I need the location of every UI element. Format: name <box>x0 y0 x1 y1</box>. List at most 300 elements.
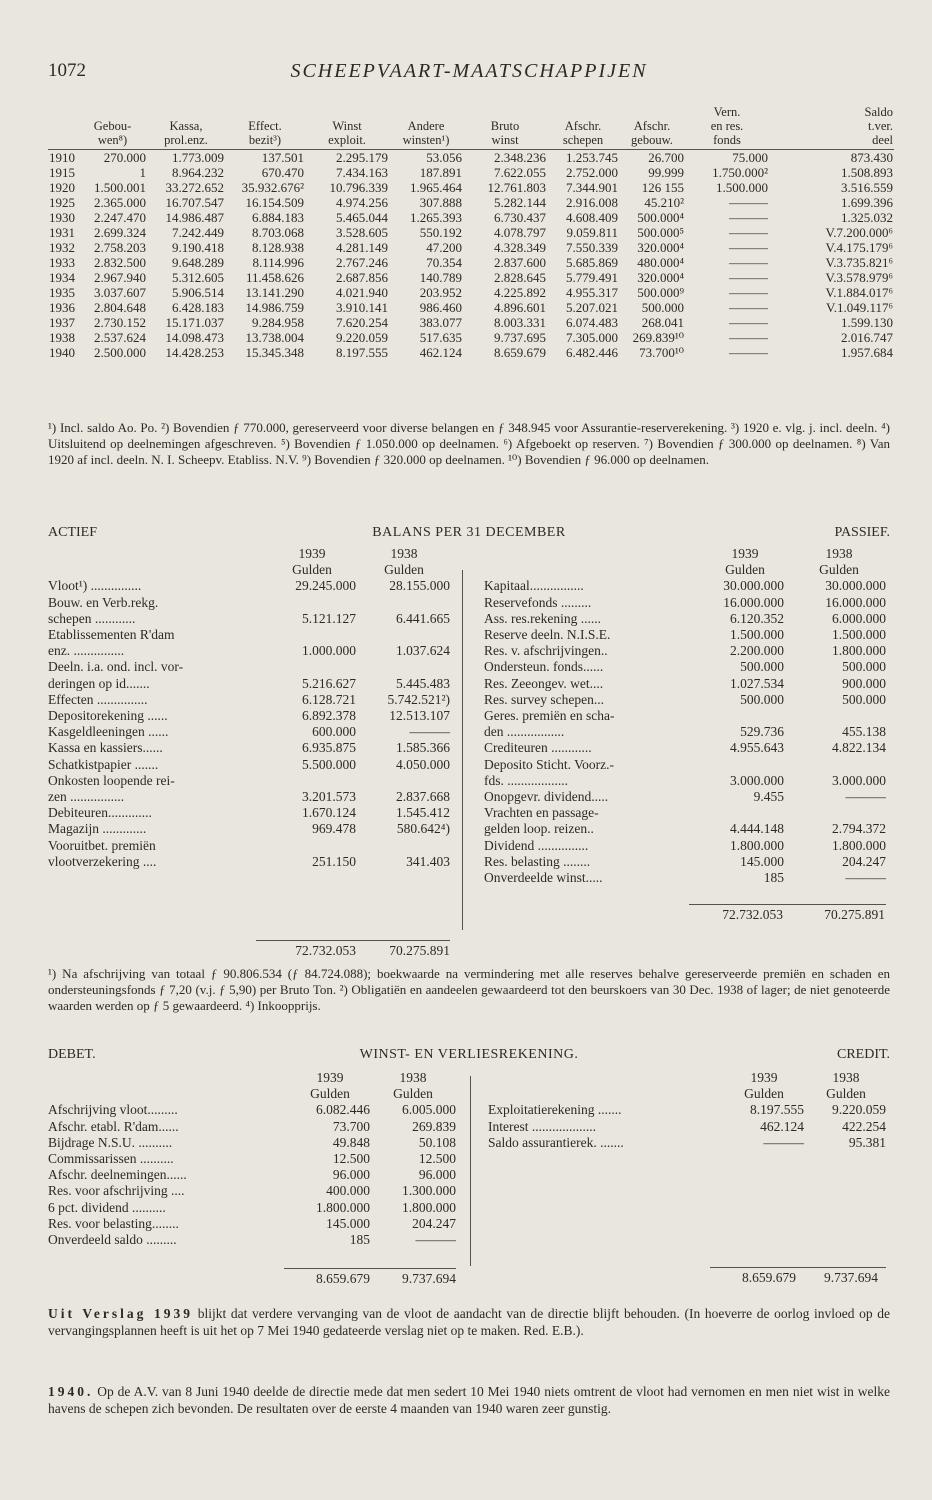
value-cell: ——— <box>729 315 768 330</box>
credit-year-a: 1939 <box>750 1070 778 1085</box>
value-cell: 4.955.317 <box>566 285 618 300</box>
page-header <box>48 60 890 88</box>
actief-total-a: 72.732.053 <box>295 943 356 959</box>
ledger-row <box>48 1200 456 1216</box>
debet-total-b: 9.737.694 <box>402 1271 456 1287</box>
value-cell: 383.077 <box>419 315 462 330</box>
credit-year-head <box>488 1070 886 1086</box>
column-header-line: Afschr. <box>564 119 602 133</box>
ledger-value-b: 12.513.107 <box>389 708 450 724</box>
actief-unit-b: Gulden <box>384 562 424 578</box>
value-cell: 7.344.901 <box>566 180 618 195</box>
ledger-value-b: 2.837.668 <box>396 789 450 805</box>
ledger-label: Etablissementen R'dam <box>48 627 175 643</box>
debet-rows <box>48 1102 456 1248</box>
ledger-label: Afschr. etabl. R'dam...... <box>48 1118 179 1134</box>
page-title: SCHEEPVAART-MAATSCHAPPIJEN <box>290 60 648 82</box>
ledger-value-b: 1.545.412 <box>396 805 450 821</box>
ledger-value-a: 6.082.446 <box>316 1102 370 1118</box>
ledger-value-b: ——— <box>415 1232 456 1248</box>
value-cell: V.1.049.117⁶ <box>825 300 893 315</box>
debet-unit-b: Gulden <box>393 1086 433 1102</box>
value-cell: 2.730.152 <box>94 315 146 330</box>
ledger-value-a: 5.500.000 <box>302 756 356 772</box>
credit-total-b: 9.737.694 <box>824 1270 878 1286</box>
report-1940-text: Op de A.V. van 8 Juni 1940 deelde de directie mede dat men sedert 10 Mei 1940 niets omtrent de vloot had vernomen en men niet wist in welke havens de schepen zich bevonden. De resultaten over de eerste 4 maanden van 1940 waren zeer gunstig. <box>48 1384 890 1416</box>
ledger-label: Interest ................... <box>488 1118 596 1134</box>
ledger-value-a: 969.478 <box>312 821 356 837</box>
value-cell: 2.348.236 <box>494 150 546 165</box>
value-cell: 8.197.555 <box>336 345 388 360</box>
column-header-line: t.ver. <box>868 119 893 133</box>
column-header-line: en res. <box>710 119 744 133</box>
value-cell: 9.190.418 <box>172 240 224 255</box>
value-cell: ——— <box>729 255 768 270</box>
value-cell: 2.758.203 <box>94 240 146 255</box>
ledger-row <box>484 805 886 821</box>
ledger-row <box>48 643 450 659</box>
value-cell: 517.635 <box>419 330 462 345</box>
ledger-row <box>48 854 450 870</box>
ledger-row <box>484 821 886 837</box>
ledger-label: den ................. <box>484 724 565 740</box>
actief-rows <box>48 578 450 870</box>
value-cell: 47.200 <box>426 240 462 255</box>
credit-year-b: 1938 <box>832 1070 860 1085</box>
value-cell: 2.365.000 <box>94 195 146 210</box>
year-cell: 1936 <box>49 300 75 315</box>
ledger-value-a: 500.000 <box>740 659 784 675</box>
value-cell: 26.700 <box>648 150 684 165</box>
year-cell: 1932 <box>49 240 75 255</box>
ledger-value-b: ——— <box>409 724 450 740</box>
pl-divider <box>470 1076 471 1266</box>
ledger-row <box>484 773 886 789</box>
ledger-label: Schatkistpapier ....... <box>48 756 159 772</box>
value-cell: 140.789 <box>419 270 462 285</box>
passief-unit-head <box>484 562 886 578</box>
value-cell: 8.659.679 <box>494 345 546 360</box>
column-header-line: bezit³) <box>248 133 282 147</box>
column-header-line: Bruto <box>490 119 520 133</box>
column-header <box>147 105 225 150</box>
value-cell: 45.210² <box>644 195 684 210</box>
value-cell: V.4.175.179⁶ <box>825 240 893 255</box>
value-cell: 10.796.339 <box>329 180 388 195</box>
ledger-label: Crediteuren ............ <box>484 740 592 756</box>
ledger-value-a: 3.000.000 <box>730 772 784 788</box>
ledger-label: Reserve deeln. N.I.S.E. <box>484 627 611 643</box>
column-header-line: deel <box>872 133 893 147</box>
ledger-value-b: 3.000.000 <box>832 772 886 788</box>
report-1939-paragraph <box>48 1305 890 1339</box>
table-row <box>48 210 894 225</box>
ledger-row <box>484 659 886 675</box>
ledger-label: Dividend ............... <box>484 837 589 853</box>
value-cell: 33.272.652 <box>165 180 224 195</box>
balance-title: BALANS PER 31 DECEMBER <box>372 525 566 540</box>
ledger-value-a: 29.245.000 <box>295 578 356 594</box>
ledger-label: Vooruitbet. premiën <box>48 837 156 853</box>
value-cell: 9.648.289 <box>172 255 224 270</box>
ledger-row <box>48 676 450 692</box>
ledger-value-a: 185 <box>763 870 784 886</box>
report-1940-lead: 1940. <box>48 1384 94 1399</box>
ledger-value-a: 6.128.721 <box>302 691 356 707</box>
debet-heading: DEBET. <box>48 1047 96 1062</box>
ledger-row <box>484 757 886 773</box>
column-header-line: Afschr. <box>633 119 671 133</box>
ledger-label: Deeln. i.a. ond. incl. vor- <box>48 659 184 675</box>
ledger-value-a: 529.736 <box>740 724 784 740</box>
ledger-value-b: 12.500 <box>418 1151 456 1167</box>
value-cell: 2.916.008 <box>566 195 618 210</box>
ledger-row <box>488 1135 886 1151</box>
ledger-value-a: 30.000.000 <box>723 578 784 594</box>
ledger-value-a: 4.955.643 <box>730 740 784 756</box>
year-cell: 1925 <box>49 195 75 210</box>
actief-year-head <box>48 546 450 562</box>
value-cell: 670.470 <box>261 165 304 180</box>
year-cell: 1910 <box>49 150 75 165</box>
value-cell: 3.516.559 <box>841 180 893 195</box>
table-row <box>48 165 894 180</box>
ledger-value-b: 95.381 <box>848 1134 886 1150</box>
table-row <box>48 195 894 210</box>
ledger-value-b: 341.403 <box>406 853 450 869</box>
value-cell: ——— <box>729 195 768 210</box>
ledger-value-b: 204.247 <box>412 1215 456 1231</box>
value-cell: 480.000⁴ <box>637 255 684 270</box>
value-cell: 2.537.624 <box>94 330 146 345</box>
ledger-label: Ass. res.rekening ...... <box>484 610 601 626</box>
ledger-row <box>48 611 450 627</box>
ledger-row <box>48 692 450 708</box>
ledger-value-b: 269.839 <box>412 1118 456 1134</box>
value-cell: 9.737.695 <box>494 330 546 345</box>
value-cell: 986.460 <box>419 300 462 315</box>
ledger-value-b: 4.822.134 <box>832 740 886 756</box>
value-cell: 500.000⁴ <box>637 210 684 225</box>
value-cell: 550.192 <box>419 225 462 240</box>
value-cell: 1.957.684 <box>841 345 893 360</box>
ledger-value-a: 251.150 <box>312 853 356 869</box>
value-cell: 5.312.605 <box>172 270 224 285</box>
ledger-value-b: 5.445.483 <box>396 675 450 691</box>
year-cell: 1940 <box>49 345 75 360</box>
column-header <box>78 105 147 150</box>
ledger-label: Commissarissen .......... <box>48 1151 174 1167</box>
value-cell: 320.000⁴ <box>637 240 684 255</box>
ledger-value-b: 5.742.521²) <box>387 691 450 707</box>
ledger-row <box>488 1119 886 1135</box>
value-cell: 70.354 <box>426 255 462 270</box>
ledger-value-b: 1.585.366 <box>396 740 450 756</box>
value-cell: ——— <box>729 300 768 315</box>
value-cell: 137.501 <box>261 150 304 165</box>
value-cell: 1.773.009 <box>172 150 224 165</box>
year-cell: 1933 <box>49 255 75 270</box>
value-cell: 1.965.464 <box>410 180 462 195</box>
value-cell: 270.000 <box>103 150 146 165</box>
ledger-row <box>48 578 450 594</box>
ledger-label: Effecten ............... <box>48 691 148 707</box>
ledger-label: zen ................ <box>48 789 125 805</box>
ledger-value-b: 16.000.000 <box>825 594 886 610</box>
ledger-row <box>48 1102 456 1118</box>
ledger-label: vlootverzekering .... <box>48 853 157 869</box>
ledger-label: Reservefonds ......... <box>484 594 592 610</box>
year-cell: 1930 <box>49 210 75 225</box>
ledger-value-a: 73.700 <box>332 1118 370 1134</box>
ledger-value-a: 1.027.534 <box>730 675 784 691</box>
ledger-row <box>48 627 450 643</box>
credit-heading: CREDIT. <box>836 1047 890 1062</box>
value-cell: 13.141.290 <box>245 285 304 300</box>
value-cell: 1.599.130 <box>841 315 893 330</box>
ledger-value-a: 12.500 <box>332 1151 370 1167</box>
debet-total-a: 8.659.679 <box>316 1271 370 1287</box>
ledger-row <box>484 789 886 805</box>
passief-unit-b: Gulden <box>819 562 859 578</box>
ledger-value-a: 6.935.875 <box>302 740 356 756</box>
value-cell: 5.465.044 <box>336 210 388 225</box>
report-1939-lead: Uit Verslag 1939 <box>48 1306 194 1321</box>
actief-total-b: 70.275.891 <box>389 943 450 959</box>
column-header-line: winst <box>491 133 519 147</box>
ledger-row <box>48 708 450 724</box>
value-cell: 500.000⁵ <box>637 225 684 240</box>
column-header <box>619 105 685 150</box>
value-cell: 2.699.324 <box>94 225 146 240</box>
value-cell: ——— <box>729 240 768 255</box>
ledger-value-b: 1.300.000 <box>402 1183 456 1199</box>
ledger-label: Kassa en kassiers...... <box>48 740 163 756</box>
value-cell: 1.750.000² <box>712 165 768 180</box>
value-cell: 7.550.339 <box>566 240 618 255</box>
ledger-value-a: 49.848 <box>332 1134 370 1150</box>
column-header <box>48 105 78 150</box>
ledger-label: Vrachten en passage- <box>484 805 599 821</box>
value-cell: 2.687.856 <box>336 270 388 285</box>
ledger-row <box>48 1216 456 1232</box>
value-cell: 1.500.001 <box>94 180 146 195</box>
table-row <box>48 315 894 330</box>
ledger-label: Res. survey schepen... <box>484 691 604 707</box>
ledger-row <box>48 1135 456 1151</box>
value-cell: 320.000⁴ <box>637 270 684 285</box>
table-row <box>48 150 894 166</box>
ledger-value-b: 500.000 <box>842 659 886 675</box>
ledger-label: Res. Zeeongev. wet.... <box>484 675 604 691</box>
value-cell: 268.041 <box>641 315 684 330</box>
ledger-value-b: 50.108 <box>418 1134 456 1150</box>
column-header-line: Kassa, <box>169 119 203 133</box>
ledger-value-a: 9.455 <box>753 789 784 805</box>
value-cell: 3.528.605 <box>336 225 388 240</box>
value-cell: 2.837.600 <box>494 255 546 270</box>
value-cell: 2.752.000 <box>566 165 618 180</box>
ledger-row <box>484 724 886 740</box>
value-cell: 13.738.004 <box>245 330 304 345</box>
value-cell: 4.608.409 <box>566 210 618 225</box>
ledger-value-b: 1.800.000 <box>402 1199 456 1215</box>
debet-column <box>48 1070 456 1287</box>
ledger-row <box>484 643 886 659</box>
ledger-value-b: 1.037.624 <box>396 643 450 659</box>
ledger-value-a: 500.000 <box>740 691 784 707</box>
value-cell: 1.265.393 <box>410 210 462 225</box>
column-header-line: schepen <box>562 133 604 147</box>
passief-year-a: 1939 <box>731 546 759 561</box>
column-header-line: fonds <box>713 133 741 147</box>
ledger-row <box>48 757 450 773</box>
value-cell: 2.500.000 <box>94 345 146 360</box>
ledger-row <box>48 1119 456 1135</box>
value-cell: 5.685.869 <box>566 255 618 270</box>
column-header <box>685 105 769 150</box>
value-cell: 6.074.483 <box>566 315 618 330</box>
column-header-line: Effect. <box>248 119 282 133</box>
value-cell: 5.282.144 <box>494 195 546 210</box>
value-cell: ——— <box>729 345 768 360</box>
table-row <box>48 270 894 285</box>
column-header-line: prol.enz. <box>164 133 208 147</box>
year-cell: 1938 <box>49 330 75 345</box>
value-cell: 14.986.759 <box>245 300 304 315</box>
value-cell: 2.828.645 <box>494 270 546 285</box>
ledger-row <box>48 805 450 821</box>
ledger-label: Afschr. deelnemingen...... <box>48 1167 187 1183</box>
ledger-label: Kasgeldleeningen ...... <box>48 724 169 740</box>
actief-total-row <box>256 940 450 959</box>
value-cell: 5.779.491 <box>566 270 618 285</box>
value-cell: 269.839¹⁰ <box>632 330 684 345</box>
ledger-label: Saldo assurantierek. ....... <box>488 1134 624 1150</box>
value-cell: 14.986.487 <box>165 210 224 225</box>
report-1939-text: blijkt dat verdere vervanging van de vloot de aandacht van de directie blijft behouden. (In hoeverre de oorlog invloed op de vervangingsplannen heeft is uit het op 7 Mei 1940 gedateerde verslag niet op te maken. Red. E.B.). <box>48 1306 891 1338</box>
ledger-label: Res. voor afschrijving .... <box>48 1183 185 1199</box>
column-header-line: winsten¹) <box>402 133 450 147</box>
pl-heading <box>48 1047 890 1065</box>
value-cell: 8.003.331 <box>494 315 546 330</box>
column-header-line: gebouw. <box>631 133 673 147</box>
value-cell: 6.884.183 <box>252 210 304 225</box>
ledger-value-b: ——— <box>845 870 886 886</box>
column-header <box>389 105 463 150</box>
ledger-label: Res. v. afschrijvingen.. <box>484 643 608 659</box>
actief-unit-a: Gulden <box>292 562 332 578</box>
table-body <box>48 150 894 361</box>
ledger-value-b: ——— <box>845 789 886 805</box>
ledger-value-a: 185 <box>349 1232 370 1248</box>
year-cell: 1934 <box>49 270 75 285</box>
value-cell: V.1.884.017⁶ <box>825 285 893 300</box>
ledger-value-b: 1.500.000 <box>832 627 886 643</box>
ledger-label: fds. .................. <box>484 772 568 788</box>
value-cell: ——— <box>729 225 768 240</box>
value-cell: 11.458.626 <box>245 270 304 285</box>
ledger-value-b: 28.155.000 <box>389 578 450 594</box>
ledger-row <box>484 578 886 594</box>
debet-unit-head <box>48 1086 456 1102</box>
ledger-value-a: 4.444.148 <box>730 821 784 837</box>
table-row <box>48 255 894 270</box>
value-cell: V.3.735.821⁶ <box>825 255 893 270</box>
table-row <box>48 180 894 195</box>
value-cell: 203.952 <box>419 285 462 300</box>
ledger-label: Geres. premiën en scha- <box>484 708 615 724</box>
column-header-line: Gebou- <box>93 119 132 133</box>
credit-total-row <box>710 1267 886 1286</box>
passief-total-row <box>689 904 886 923</box>
ledger-row <box>48 773 450 789</box>
ledger-value-b: 455.138 <box>842 724 886 740</box>
column-header-line: Saldo <box>864 105 893 119</box>
value-cell: 462.124 <box>419 345 462 360</box>
ledger-label: Exploitatierekening ....... <box>488 1102 622 1118</box>
column-header <box>769 105 894 150</box>
value-cell: V.3.578.979⁶ <box>825 270 893 285</box>
value-cell: 500.000⁹ <box>637 285 684 300</box>
ledger-row <box>48 1167 456 1183</box>
ledger-value-a: 1.500.000 <box>730 627 784 643</box>
value-cell: 7.242.449 <box>172 225 224 240</box>
actief-year-b: 1938 <box>390 546 418 561</box>
value-cell: 9.220.059 <box>336 330 388 345</box>
ledger-row <box>48 1183 456 1199</box>
ledger-value-a: 6.120.352 <box>730 610 784 626</box>
ledger-label: gelden loop. reizen.. <box>484 821 594 837</box>
value-cell: 8.964.232 <box>172 165 224 180</box>
value-cell: 75.000 <box>732 150 768 165</box>
ledger-row <box>48 595 450 611</box>
ledger-label: Onkosten loopende rei- <box>48 772 175 788</box>
ledger-value-a: ——— <box>763 1134 804 1150</box>
value-cell: 14.098.473 <box>165 330 224 345</box>
column-header-line: wen⁸) <box>97 133 128 147</box>
ledger-value-b: 1.800.000 <box>832 643 886 659</box>
ledger-value-a: 1.800.000 <box>316 1199 370 1215</box>
ledger-row <box>48 838 450 854</box>
balance-footnotes: ¹) Na afschrijving van totaal ƒ 90.806.534 (ƒ 84.724.088); boekwaarde na vermindering met alle reserves behalve gereserveerde premiën en schaden en ondersteuningsfonds ƒ 7,20 (v.j. ƒ 5,90) per Bruto Ton. ²) Obligatiën en aandeelen gewaardeerd tot den beurskoers van 30 Dec. 1938 of lager; de niet genoteerde waarden werden op ƒ 5 gewaardeerd. ⁴) Inkoopprijs. <box>48 966 890 1013</box>
pl-title: WINST- EN VERLIESREKENING. <box>359 1047 579 1062</box>
actief-year-a: 1939 <box>298 546 326 561</box>
ledger-value-a: 600.000 <box>312 724 356 740</box>
table-footnotes: ¹) Incl. saldo Ao. Po. ²) Bovendien ƒ 770.000, gereserveerd voor diverse belangen en ƒ 348.945 voor Assurantie-reserverekening. ³) 1920 e. vlg. j. incl. deeln. ⁴) Uitsluitend op deelnemingen afgeschreven. ⁵) Bovendien ƒ 1.050.000 op deelnamen. ⁶) Afgeboekt op reserven. ⁷) Bovendien ƒ 300.000 op deelnamen. ⁸) Van 1920 af incl. deeln. N. I. Scheepv. Etabliss. N.V. ⁹) Bovendien ƒ 320.000 op deelnamen. ¹⁰) Bovendien ƒ 96.000 op deelnamen. <box>48 420 890 467</box>
value-cell: 9.059.811 <box>566 225 618 240</box>
value-cell: 73.700¹⁰ <box>639 345 684 360</box>
ledger-row <box>484 838 886 854</box>
value-cell: 2.767.246 <box>336 255 388 270</box>
table-row <box>48 300 894 315</box>
ledger-label: Kapitaal................ <box>484 578 584 594</box>
value-cell: 4.281.149 <box>336 240 388 255</box>
column-header <box>225 105 305 150</box>
value-cell: 126 155 <box>641 180 684 195</box>
ledger-label: Res. belasting ........ <box>484 853 591 869</box>
value-cell: ——— <box>729 285 768 300</box>
ledger-row <box>484 627 886 643</box>
value-cell: 8.128.938 <box>252 240 304 255</box>
column-header-line: Andere <box>407 119 445 133</box>
ledger-value-b: 6.441.665 <box>396 610 450 626</box>
value-cell: 1.699.396 <box>841 195 893 210</box>
actief-heading: ACTIEF <box>48 525 97 540</box>
ledger-value-a: 145.000 <box>326 1215 370 1231</box>
ledger-value-a: 16.000.000 <box>723 594 784 610</box>
value-cell: 4.896.601 <box>494 300 546 315</box>
